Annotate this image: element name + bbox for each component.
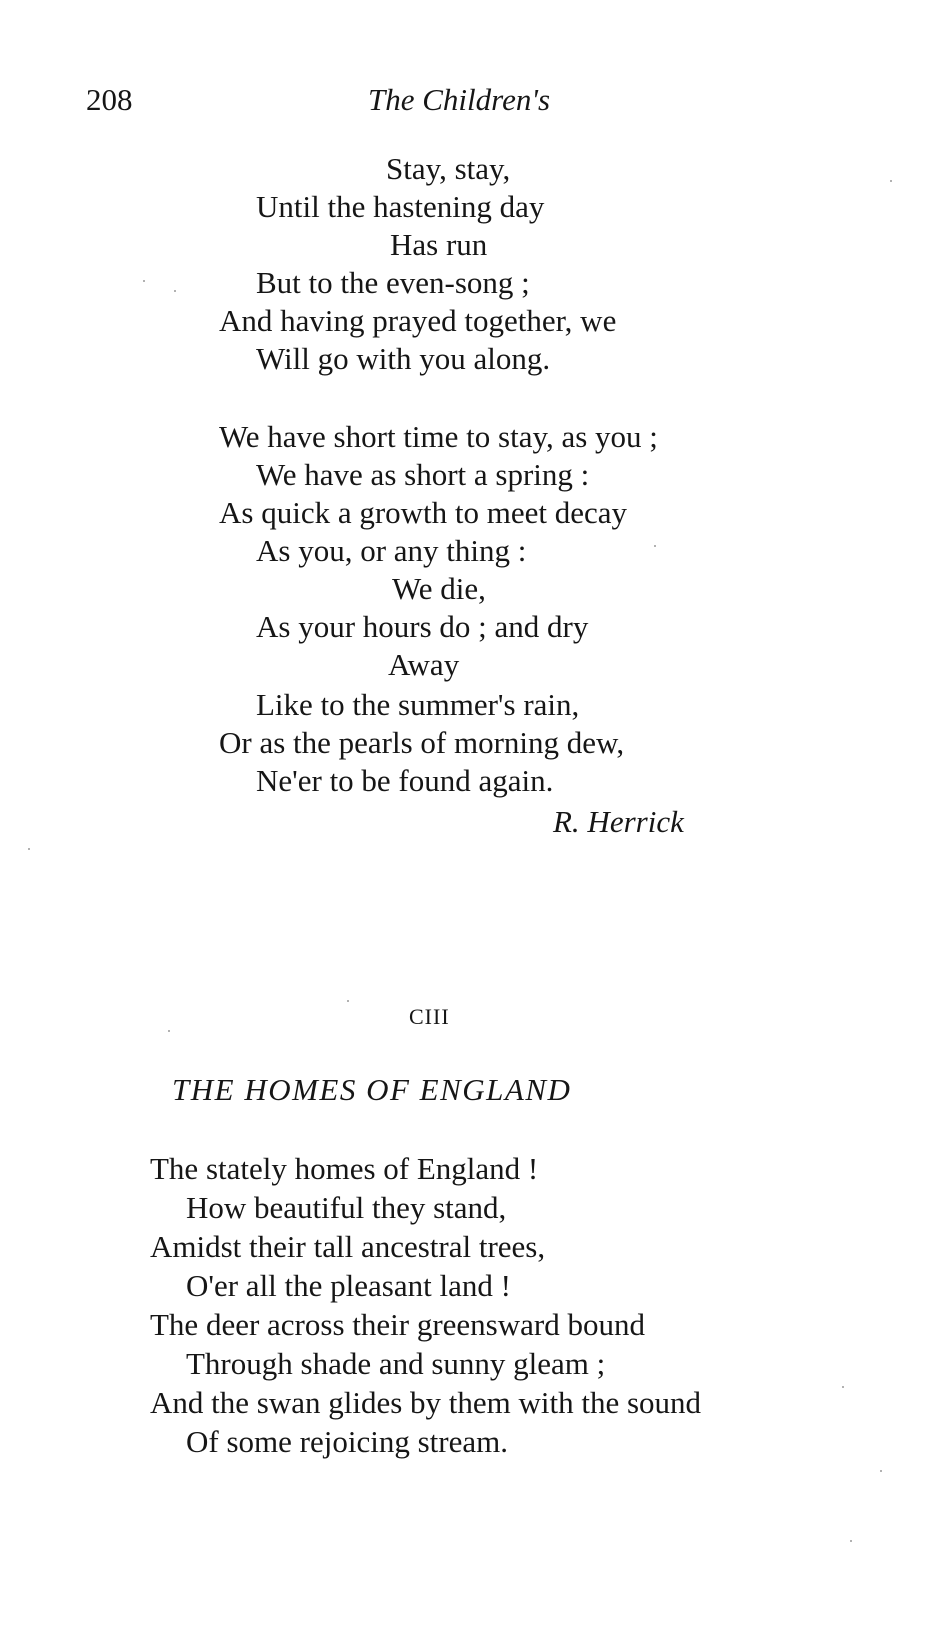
poem-line: And having prayed together, we [219,303,617,338]
poem-line: Like to the summer's rain, [256,687,580,722]
scan-speck [890,180,892,182]
poem-line: How beautiful they stand, [186,1190,507,1225]
scan-speck [850,1540,852,1542]
scan-speck [174,290,176,292]
scan-speck [28,848,30,850]
poem-line: O'er all the pleasant land ! [186,1268,511,1303]
poem-line: We have short time to stay, as you ; [219,419,658,454]
scan-speck [143,280,145,282]
poem-line: Stay, stay, [386,151,511,186]
poem-line: Until the hastening day [256,189,545,224]
poem-line: Amidst their tall ancestral trees, [150,1229,546,1264]
poem-line: As your hours do ; and dry [256,609,589,644]
poem-line: Will go with you along. [256,341,551,376]
poem-line: The deer across their greensward bound [150,1307,645,1342]
poem-line: Of some rejoicing stream. [186,1424,508,1459]
poem-line: But to the even-song ; [256,265,530,300]
poem-line: Through shade and sunny gleam ; [186,1346,606,1381]
poem-title: THE HOMES OF ENGLAND [172,1072,572,1107]
scan-speck [654,545,656,547]
poem-line: Away [388,647,460,682]
scan-speck [842,1386,844,1388]
scan-speck [880,1470,882,1472]
poem-line: And the swan glides by them with the sound [150,1385,702,1420]
running-title: The Children's [368,82,551,117]
poem-line: As quick a growth to meet decay [219,495,628,530]
poem-line: As you, or any thing : [256,533,527,568]
section-number: CIII [409,1004,450,1029]
poem-line: Ne'er to be found again. [256,763,554,798]
page-number: 208 [86,82,133,117]
poem-line: Has run [390,227,488,262]
poem-line: Or as the pearls of morning dew, [219,725,625,760]
scan-speck [168,1030,170,1032]
poem-line: We die, [392,571,486,606]
poem-attribution: R. Herrick [553,804,684,839]
poem-line: The stately homes of England ! [150,1151,539,1186]
poem-line: We have as short a spring : [256,457,590,492]
scan-speck [347,1000,349,1002]
